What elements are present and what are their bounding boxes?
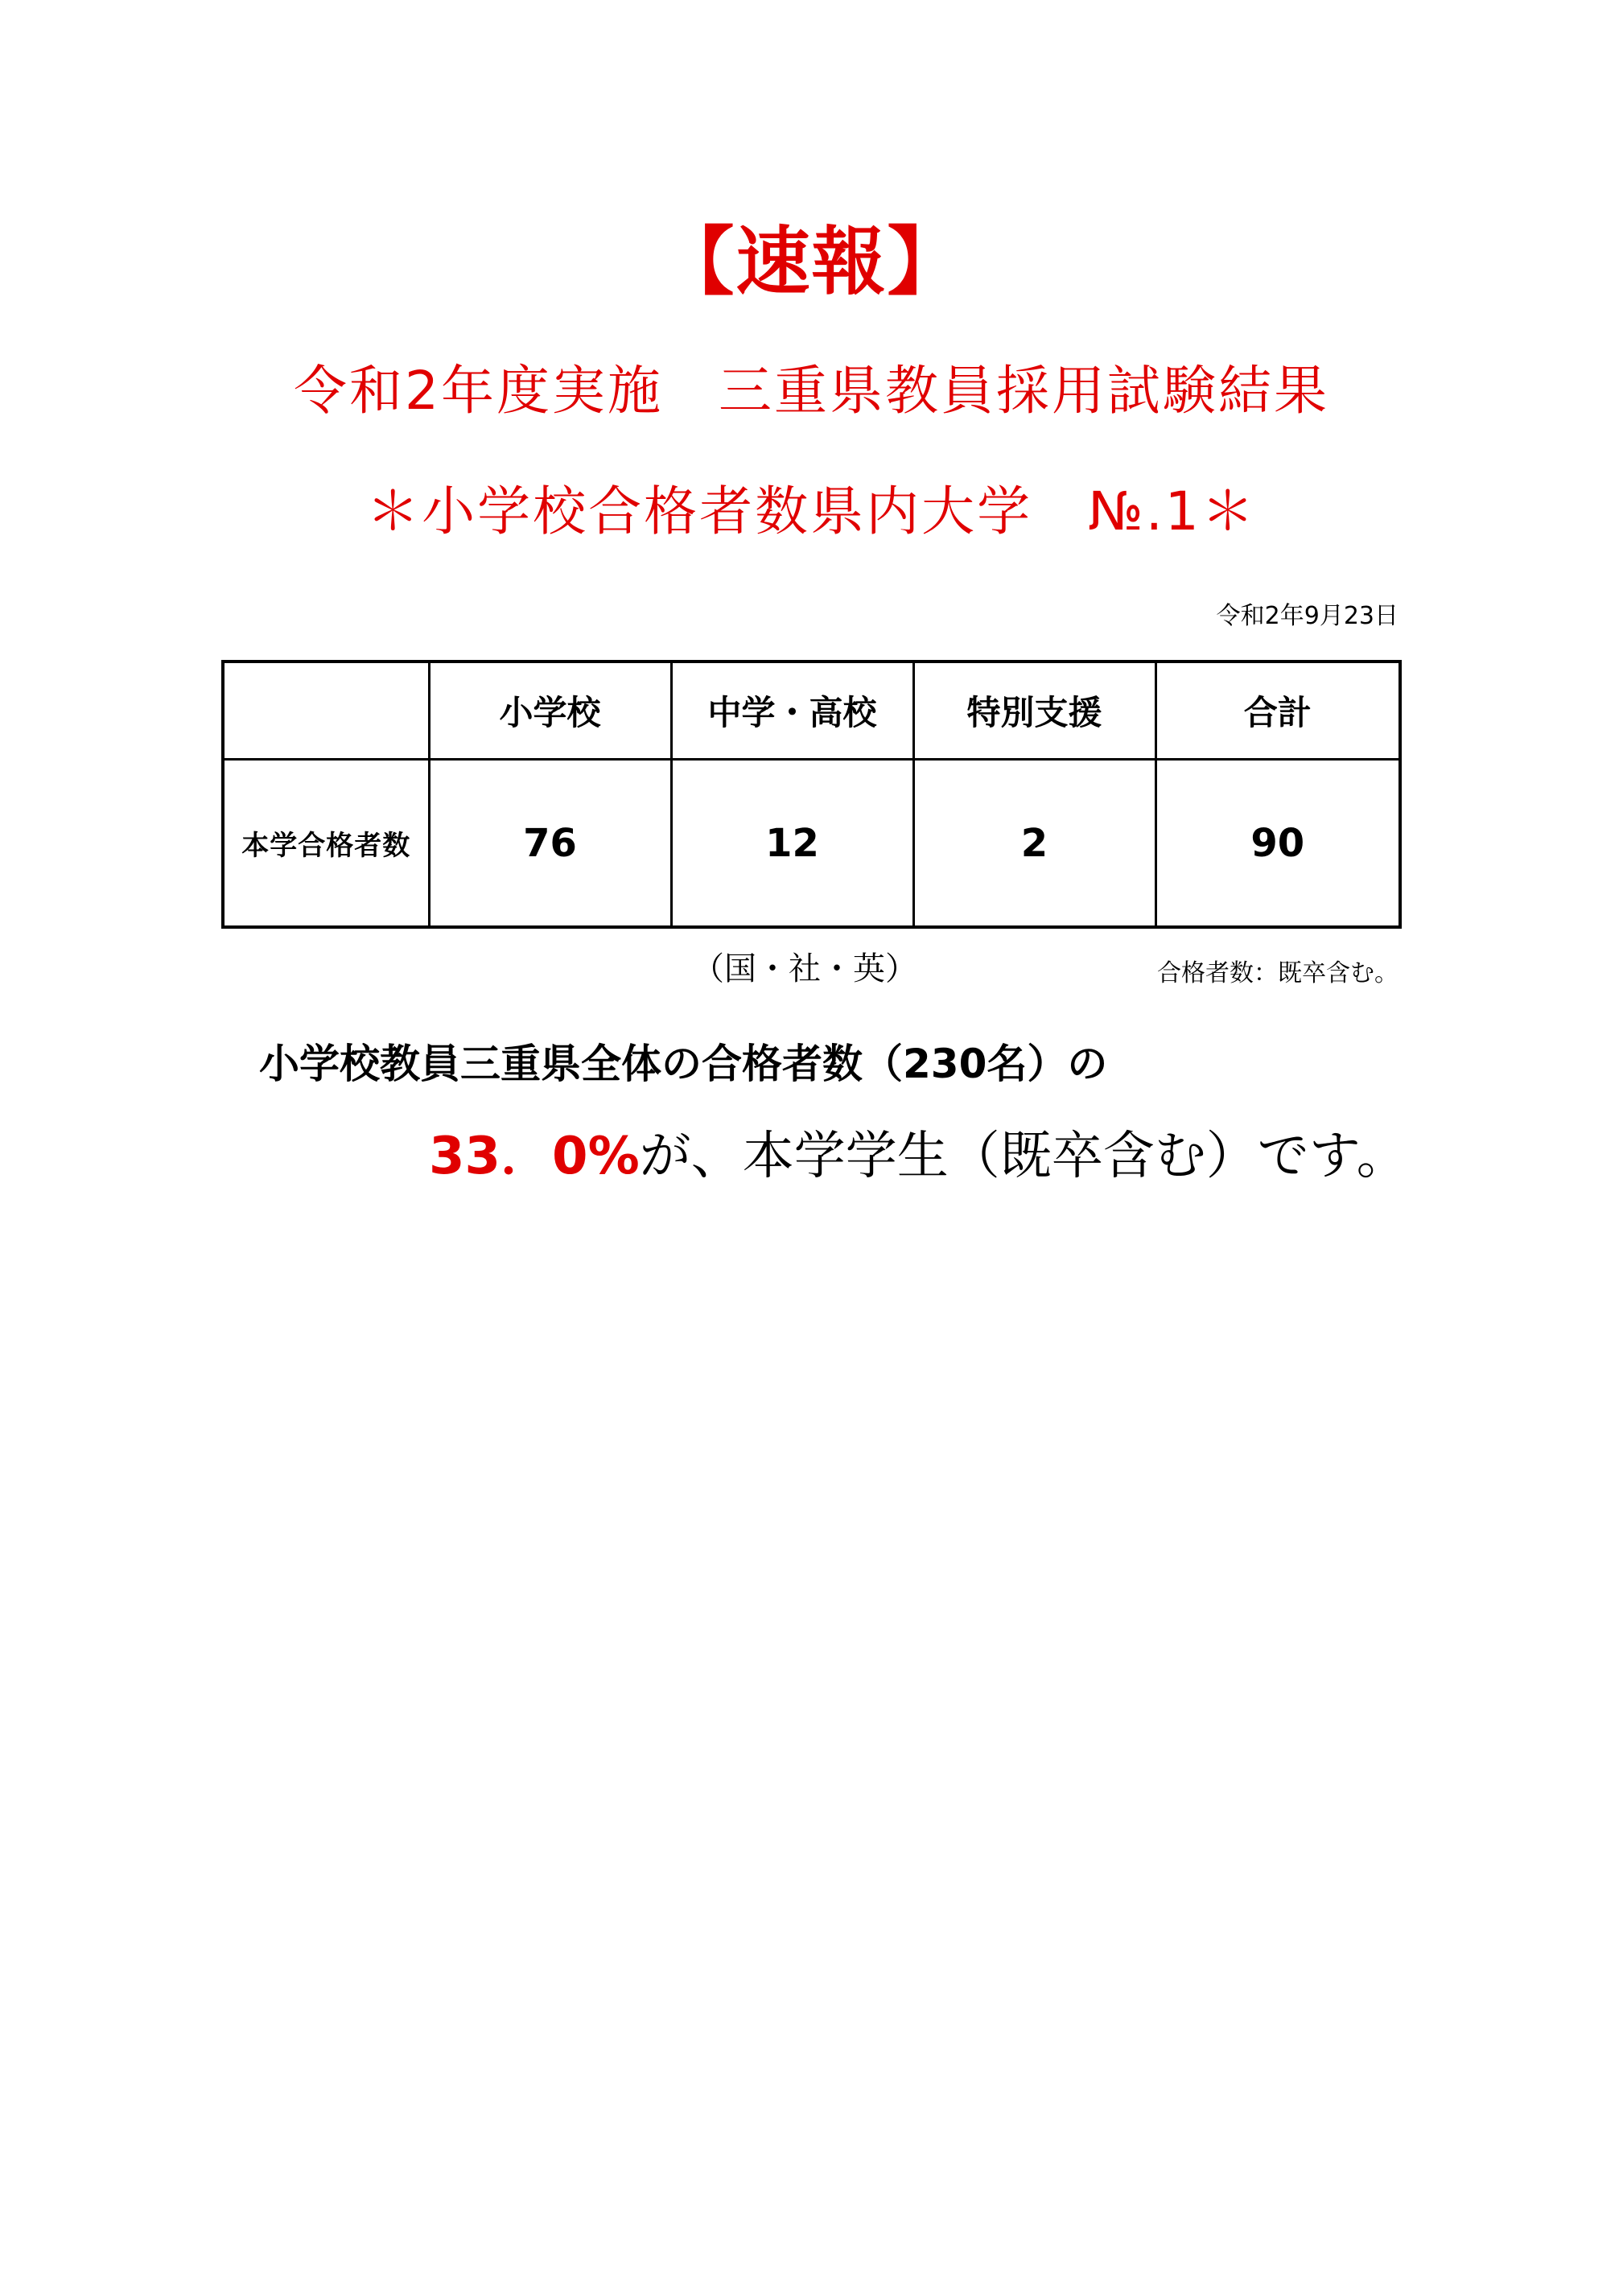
subtitle: 令和2年度実施 三重県教員採用試験結果 [294,360,1329,422]
date: 令和2年9月23日 [1216,602,1398,630]
share-percent: 33．0% [429,1127,640,1186]
results-table [221,660,1402,929]
row-label: 本学合格者数 [223,760,429,927]
tagline: ＊小学校合格者数県内大学 №.1＊ [366,480,1257,542]
share-line [429,1115,1408,1189]
header-special-support: 特別支援 [913,662,1155,760]
table-header-row [223,662,1400,760]
header-total: 合計 [1155,662,1400,760]
header-middle-high: 中学・高校 [671,662,913,760]
subjects-note: （国・社・英） [692,950,917,987]
statement: 小学校教員三重県全体の合格者数（230名）の [259,1041,1108,1087]
header-elementary: 小学校 [429,662,671,760]
table-row [223,760,1400,927]
value-special-support: 2 [913,760,1155,927]
value-middle-high: 12 [671,760,913,927]
value-elementary: 76 [429,760,671,927]
headline: 【速報】 [660,219,963,305]
header-empty-cell [223,662,429,760]
footnote: 合格者数：既卒含む。 [1157,959,1398,987]
share-rest: が、本学学生（既卒含む）です。 [639,1127,1408,1186]
value-total: 90 [1155,760,1400,927]
